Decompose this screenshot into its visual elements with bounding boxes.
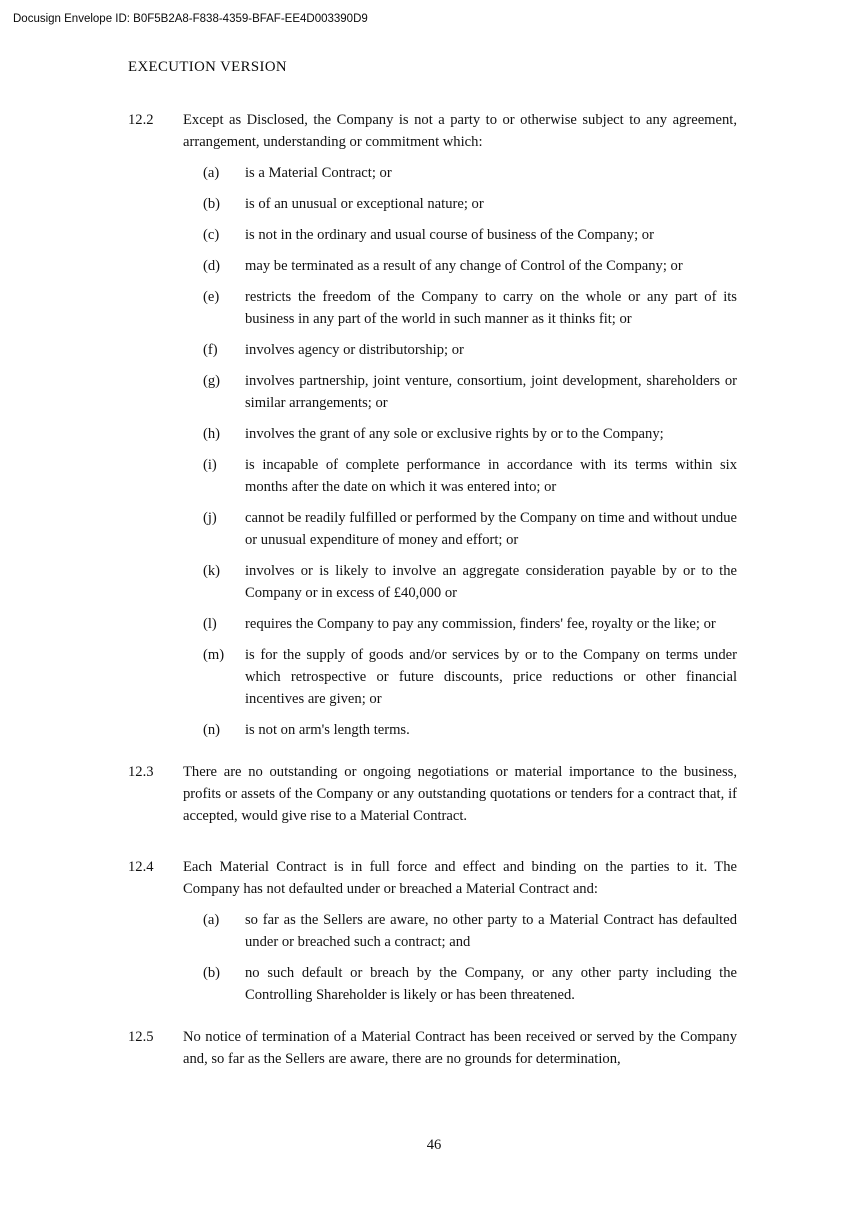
item-text: is incapable of complete performance in accordance with its terms within six months after the date on which it was entered into; or	[245, 457, 737, 495]
item-text: is not on arm's length terms.	[245, 722, 410, 738]
item-label: (n)	[203, 722, 221, 738]
list-item	[203, 962, 737, 1006]
item-label: (a)	[203, 165, 220, 181]
item-label: (c)	[203, 227, 220, 243]
item-label: (b)	[203, 965, 221, 981]
item-label: (g)	[203, 373, 221, 389]
section-12-2	[128, 109, 737, 741]
list-item	[203, 255, 737, 277]
section-number: 12.4	[128, 859, 154, 875]
item-text: restricts the freedom of the Company to carry on the whole or any part of its business in any part of the world in such manner as it thinks fit; or	[245, 289, 737, 327]
list-item	[203, 286, 737, 330]
item-text: involves the grant of any sole or exclusive rights by or to the Company;	[245, 426, 664, 442]
item-text: is a Material Contract; or	[245, 165, 392, 181]
list-item	[203, 193, 737, 215]
section-item-list	[203, 909, 737, 1006]
item-label: (m)	[203, 647, 225, 663]
item-label: (k)	[203, 563, 221, 579]
list-item	[203, 454, 737, 498]
list-item	[203, 644, 737, 710]
item-text: involves or is likely to involve an aggregate consideration payable by or to the Company or in excess of £40,000 or	[245, 563, 737, 601]
list-item	[203, 613, 737, 635]
item-text: is not in the ordinary and usual course of business of the Company; or	[245, 227, 654, 243]
item-text: so far as the Sellers are aware, no other party to a Material Contract has defaulted under or breached such a contract; and	[245, 912, 737, 950]
execution-version-heading: EXECUTION VERSION	[128, 59, 288, 75]
list-item	[203, 162, 737, 184]
item-text: involves partnership, joint venture, consortium, joint development, shareholders or similar arrangements; or	[245, 373, 737, 411]
item-text: may be terminated as a result of any change of Control of the Company; or	[245, 258, 683, 274]
list-item	[203, 909, 737, 953]
item-text: involves agency or distributorship; or	[245, 342, 464, 358]
item-label: (b)	[203, 196, 221, 212]
section-number: 12.2	[128, 112, 154, 128]
list-item	[203, 339, 737, 361]
section-12-4	[128, 856, 737, 1006]
item-label: (f)	[203, 342, 218, 358]
item-label: (i)	[203, 457, 217, 473]
item-label: (j)	[203, 510, 217, 526]
section-text: No notice of termination of a Material Contract has been received or served by the Company and, so far as the Sellers are aware, there are no grounds for determination,	[183, 1029, 737, 1067]
document-body	[128, 109, 737, 1079]
section-12-5	[128, 1026, 737, 1079]
item-text: no such default or breach by the Company, or any other party including the Controlling Shareholder is likely or has been threatened.	[245, 965, 737, 1003]
docusign-envelope-id: Docusign Envelope ID: B0F5B2A8-F838-4359-BFAF-EE4D003390D9	[13, 13, 368, 25]
list-item	[203, 370, 737, 414]
item-text: is for the supply of goods and/or services by or to the Company on terms under which retrospective or future discounts, price reductions or other financial incentives are given; or	[245, 647, 737, 707]
item-label: (e)	[203, 289, 220, 305]
section-12-3	[128, 761, 737, 836]
section-number: 12.5	[128, 1029, 154, 1045]
section-item-list	[203, 162, 737, 741]
list-item	[203, 507, 737, 551]
section-body	[183, 761, 737, 836]
list-item	[203, 719, 737, 741]
section-text: Except as Disclosed, the Company is not a party to or otherwise subject to any agreement, arrangement, understanding or commitment which:	[183, 112, 737, 150]
section-body	[183, 856, 737, 1006]
section-number: 12.3	[128, 764, 154, 780]
item-label: (d)	[203, 258, 221, 274]
section-body	[183, 1026, 737, 1079]
item-label: (l)	[203, 616, 217, 632]
list-item	[203, 224, 737, 246]
list-item	[203, 560, 737, 604]
section-text: There are no outstanding or ongoing negotiations or material importance to the business, profits or assets of the Company or any outstanding quotations or tenders for a contract that, if accepted, would give rise to a Material Contract.	[183, 764, 737, 824]
item-text: is of an unusual or exceptional nature; or	[245, 196, 484, 212]
list-item	[203, 423, 737, 445]
item-text: requires the Company to pay any commission, finders' fee, royalty or the like; or	[245, 616, 716, 632]
section-text: Each Material Contract is in full force and effect and binding on the parties to it. The Company has not defaulted under or breached a Material Contract and:	[183, 859, 737, 897]
item-label: (a)	[203, 912, 220, 928]
section-body	[183, 109, 737, 741]
page-number: 46	[426, 1137, 442, 1153]
item-label: (h)	[203, 426, 221, 442]
item-text: cannot be readily fulfilled or performed by the Company on time and without undue or unusual expenditure of money and effort; or	[245, 510, 737, 548]
